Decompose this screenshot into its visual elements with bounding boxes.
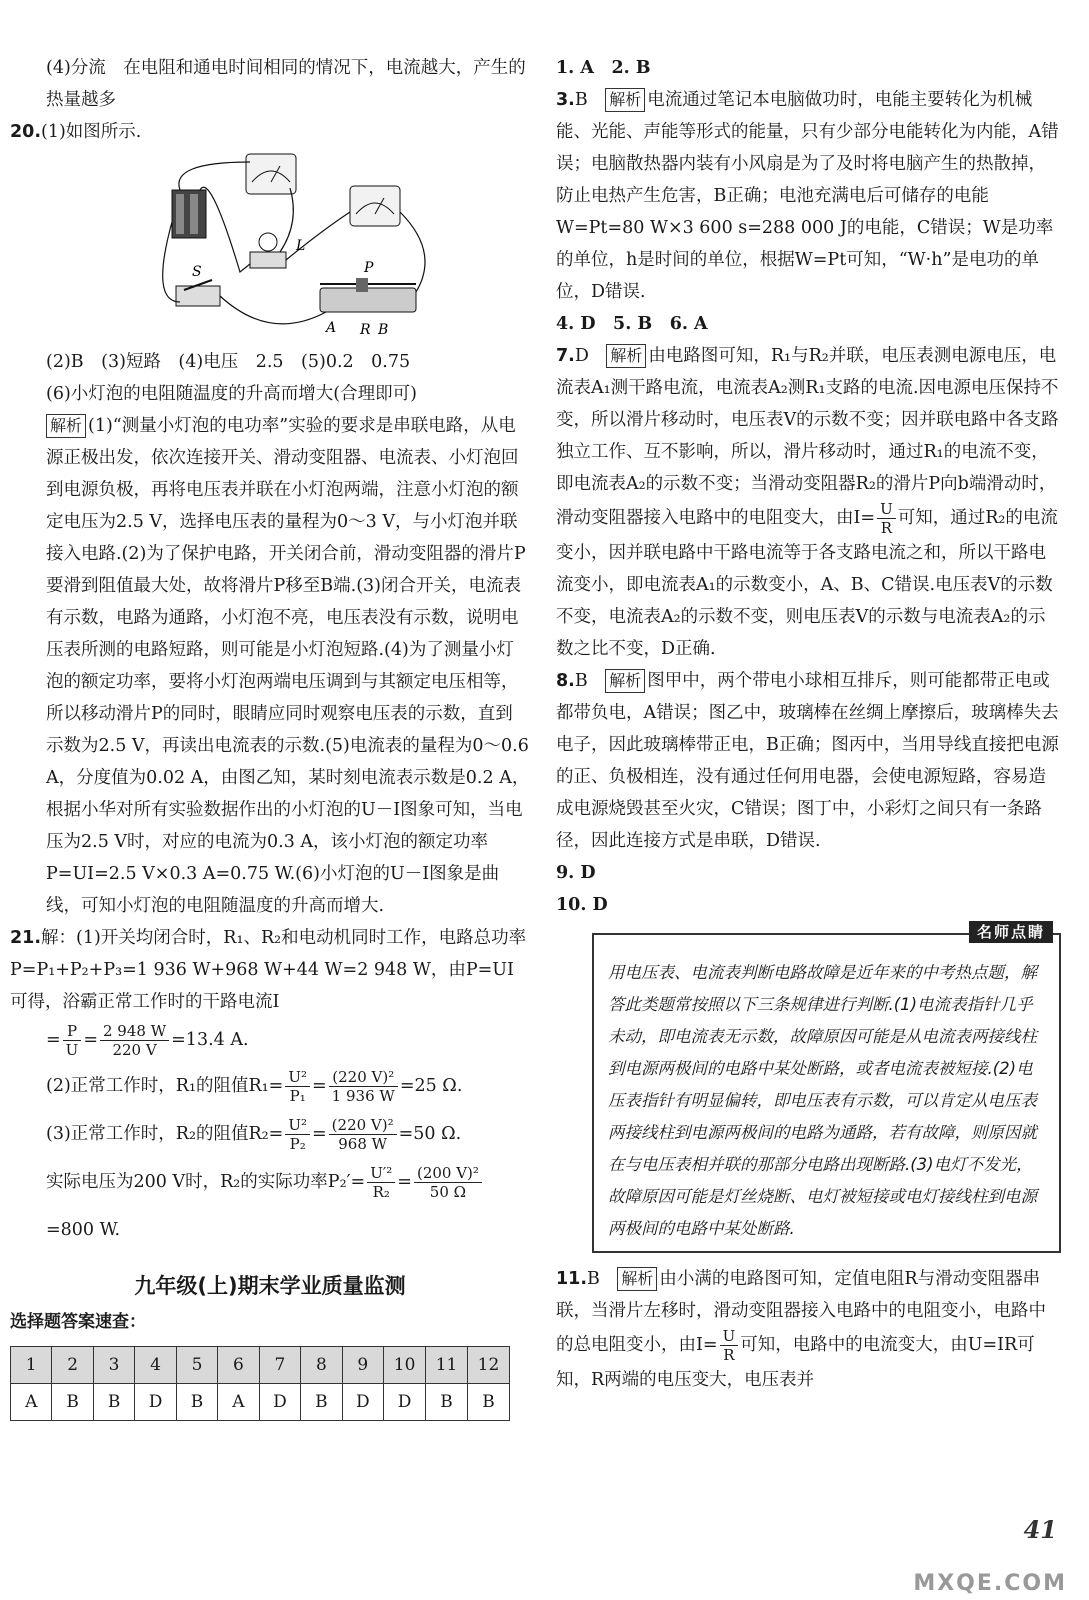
- slider-label: P: [364, 260, 374, 276]
- frac: [329, 1116, 397, 1153]
- a11-choice: B: [587, 1269, 600, 1289]
- a7-choice: D: [574, 346, 589, 366]
- analysis-tag: 解析: [46, 414, 86, 438]
- a3-choice: B: [574, 90, 588, 110]
- q21-part2-text: (2)正常工作时，R₁的阻值R₁=: [46, 1076, 284, 1096]
- answer-table-number-cell: 5: [176, 1347, 217, 1384]
- answer-table-answer-cell: B: [301, 1384, 342, 1421]
- answer-table-number-cell: 9: [342, 1347, 384, 1384]
- answer-table-number-cell: 7: [259, 1347, 301, 1384]
- answer-table-number-cell: 4: [135, 1347, 177, 1384]
- analysis-tag: 解析: [617, 1267, 657, 1291]
- answer-table: [10, 1346, 510, 1421]
- q21-number: 21.: [10, 928, 42, 948]
- answer-table-answer-cell: B: [52, 1384, 93, 1421]
- frac-top: U²: [285, 1068, 310, 1087]
- a8-number: 8.: [556, 671, 575, 691]
- a7-text2: 可知，通过R₂的电流变小，因并联电路中干路电流等于各支路电流之和，所以干路电流变小，即电流表A₁的示数变小，A、B、C错误.电压表V的示数不变，电流表A₂的示数不变，则电压表V的示数与电流表A₂的示数之比不变，D正确.: [556, 508, 1058, 659]
- q20-number: 20.: [10, 122, 42, 142]
- answer-table-answer-cell: B: [426, 1384, 468, 1421]
- frac: [285, 1116, 310, 1153]
- q21-part1-eq: = $\frac{P}{U}$ = $\frac{2 948 W}{220 V}$ =13.4 A.: [46, 1022, 249, 1059]
- q21-part1-text: 解：(1)开关均闭合时，R₁、R₂和电动机同时工作，电路总功率P=P₁+P₂+P₃=1 936 W+968 W+44 W=2 948 W，由P=UI可得，浴霸正常工作时的干路电流I: [10, 928, 527, 1012]
- q21-part1: [10, 922, 530, 1018]
- teacher-tip-text: 用电压表、电流表判断电路故障是近年来的中考热点题，解答此类题常按照以下三条规律进行判断.(1)电流表指针几乎未动，即电流表无示数，故障原因可能是从电流表两接线柱到电源两极间的电路中某处断路，或者电流表被短接.(2)电压表指针有明显偏转，即电压表有示数，可以肯定从电压表两接线柱到电源两极间的电路为通路，若有故障，则原因就在与电压表相并联的那部分电路出现断路.(3)电灯不发光，故障原因可能是灯丝烧断、电灯被短接或电灯接线柱到电源两极间的电路中某处断路.: [608, 963, 1037, 1238]
- answer-table-answer-cell: A: [218, 1384, 259, 1421]
- teacher-tip-tag: 名师点睛: [969, 921, 1053, 943]
- a3-number: 3.: [556, 90, 575, 110]
- frac-top: 2 948 W: [100, 1022, 169, 1041]
- left-column: [10, 52, 530, 1421]
- analysis-tag: 解析: [605, 669, 645, 693]
- frac-bottom: P₁: [289, 1087, 306, 1105]
- frac-bottom: 1 936 W: [331, 1087, 395, 1105]
- answer-table-number-cell: 6: [218, 1347, 259, 1384]
- q19-part4: (4)分流 在电阻和通电时间相同的情况下，电流越大，产生的热量越多: [46, 58, 526, 110]
- q21-frac-pu: [63, 1022, 82, 1059]
- q21-part4-result: =800 W.: [46, 1220, 121, 1240]
- a11-text2: 可知，电路中的电流变大，由U=IR可知，R两端的电压变大，电压表并: [556, 1335, 1035, 1390]
- answer-table-number-cell: 10: [384, 1347, 426, 1384]
- frac-top: (220 V)²: [329, 1068, 398, 1087]
- answer-table-answer-cell: D: [342, 1384, 384, 1421]
- frac-top: U′²: [367, 1164, 395, 1183]
- q21-part2: (2)正常工作时，R₁的阻值R₁= $\frac{\text{U²}}{\text{P₁}}$ = $\frac{\text{(220 V)²}}{1 936 W}$ =25 Ω.: [46, 1068, 463, 1105]
- q20-analysis-text: (1)“测量小灯泡的电功率”实验的要求是串联电路，从电源正极出发，依次连接开关、滑动变阻器、电流表、小灯泡回到电源负极，再将电压表并联在小灯泡两端，注意小灯泡的额定电压为2.5 V，选择电压表的量程为0～3 V，与小灯泡并联接入电路.(2)为了保护电路，开关闭合前，滑动变阻器的滑片P要滑到阻值最大处，故将滑片P移至B端.(3)闭合开关，电流表有示数，电路为通路，小灯泡不亮，电压表没有示数，说明电压表所测的电路短路，则可能是小灯泡短路.(4)为了测量小灯泡的额定功率，要将小灯泡两端电压调到与其额定电压相等，所以移动滑片P的同时，眼睛应同时观察电压表的示数，直到示数为2.5 V，再读出电流表的示数.(5)电流表的量程为0～0.6 A，分度值为0.02 A，由图乙知，某时刻电流表示数是0.2 A，根据小华对所有实验数据作出的小灯泡的U－I图象可知，当电压为2.5 V时，对应的电流为0.3 A，该小灯泡的额定功率P=UI=2.5 V×0.3 A=0.75 W.(6)小灯泡的U－I图象是曲线，可知小灯泡的电阻随温度的升高而增大.: [46, 416, 530, 916]
- a7-text1: 由电路图可知，R₁与R₂并联，电压表测电源电压，电流表A₁测干路电流，电流表A₂测R₁支路的电流.因电源电压保持不变，所以滑片移动时，电压表V的示数不变；因并联电路中各支路独立工作、互不影响，所以，滑片移动时，通过R₁的电流不变，即电流表A₂的示数不变；当滑动变阻器R₂的滑片P向b端滑动时，滑动变阻器接入电路中的电阻变大，由I=: [556, 346, 1059, 528]
- a11-number: 11.: [556, 1269, 588, 1289]
- frac: [720, 1327, 739, 1364]
- answer-table-answer-cell: B: [93, 1384, 134, 1421]
- q20-answers: (2)B (3)短路 (4)电压 2.5 (5)0.2 0.75: [46, 352, 411, 372]
- analysis-tag: 解析: [605, 88, 645, 112]
- answer-table-number-cell: 2: [52, 1347, 93, 1384]
- voltmeter-icon: [246, 154, 296, 194]
- frac-bottom: 220 V: [112, 1041, 157, 1059]
- q21-eq-sign: =: [46, 1030, 61, 1050]
- circuit-figure: [150, 152, 470, 342]
- frac-bottom: P₂: [289, 1135, 306, 1153]
- frac: [414, 1164, 482, 1201]
- answer-8: [556, 665, 1061, 857]
- a3-text: 电流通过笔记本电脑做功时，电能主要转化为机械能、光能、声能等形式的能量，只有少部分电能转化为内能，A错误；电脑散热器内装有小风扇是为了及时将电脑产生的热散掉，防止电热产生危害，B正确；电池充满电后可储存的电能W=Pt=80 W×3 600 s=288 000 J的电能，C错误；W是功率的单位，h是时间的单位，根据W=Pt可知，“W·h”是电功的单位，D错误.: [556, 90, 1059, 302]
- frac-bottom: 50 Ω: [429, 1183, 467, 1201]
- answer-table-number-cell: 3: [93, 1347, 134, 1384]
- answer-table-number-cell: 1: [11, 1347, 52, 1384]
- frac-top: U: [720, 1327, 739, 1346]
- answer-table-answer-row: [11, 1384, 510, 1421]
- answer-table-header-row: [11, 1347, 510, 1384]
- answer-table-number-cell: 8: [301, 1347, 342, 1384]
- frac-bottom: R₂: [372, 1183, 390, 1201]
- answer-table-answer-cell: D: [135, 1384, 177, 1421]
- frac-bottom: R: [880, 519, 893, 537]
- analysis-tag: 解析: [606, 344, 646, 368]
- q21-part4: [10, 1158, 530, 1254]
- terminal-r-label: R: [360, 322, 371, 338]
- frac-top: (220 V)²: [329, 1116, 397, 1135]
- q21-part3-result: =50 Ω.: [398, 1124, 462, 1144]
- answer-7: [556, 340, 1061, 665]
- circuit-diagram: [150, 152, 470, 342]
- quick-answer-title: 选择题答案速查：: [10, 1312, 146, 1332]
- answer-table-answer-cell: B: [176, 1384, 217, 1421]
- frac: [367, 1164, 395, 1201]
- battery-icon: [172, 190, 206, 238]
- answers-1-2: 1. A 2. B: [556, 58, 651, 78]
- eq-sign: =: [397, 1172, 412, 1192]
- answer-11: [556, 1263, 1061, 1396]
- frac: [285, 1068, 310, 1105]
- frac-top: U²: [285, 1116, 310, 1135]
- a7-number: 7.: [556, 346, 575, 366]
- answer-table-number-cell: 11: [426, 1347, 468, 1384]
- answer-9: 9. D: [556, 863, 596, 883]
- watermark: MXQE.COM: [913, 1571, 1067, 1596]
- answer-3: [556, 84, 1061, 308]
- answer-10: 10. D: [556, 895, 608, 915]
- q21-result: =13.4 A.: [171, 1030, 249, 1050]
- switch-icon: [176, 280, 220, 306]
- q21-frac-values: [100, 1022, 169, 1059]
- page-number: 41: [1023, 1515, 1057, 1544]
- terminal-b-label: B: [378, 322, 389, 338]
- teacher-tip-box: [592, 923, 1061, 1253]
- frac-bottom: U: [65, 1041, 79, 1059]
- answer-table-answer-cell: D: [384, 1384, 426, 1421]
- frac: [329, 1068, 398, 1105]
- answer-table-answer-cell: D: [259, 1384, 301, 1421]
- q21-part3: (3)正常工作时，R₂的阻值R₂= $\frac{\text{U²}}{\text{P₂}}$ = $\frac{\text{(220 V)²}}{968 W}$ =50 Ω.: [46, 1116, 462, 1153]
- a8-choice: B: [574, 671, 588, 691]
- answer-table-answer-cell: A: [11, 1384, 52, 1421]
- answer-table-number-cell: 12: [468, 1347, 510, 1384]
- terminal-a-label: A: [326, 320, 337, 336]
- frac-top: (200 V)²: [414, 1164, 482, 1183]
- q21-part3-text: (3)正常工作时，R₂的阻值R₂=: [46, 1124, 284, 1144]
- right-column: [556, 52, 1061, 1396]
- section-title: 九年级(上)期末学业质量监测: [134, 1274, 406, 1298]
- frac-bottom: R: [723, 1346, 735, 1364]
- q21-part2-result: =25 Ω.: [399, 1076, 463, 1096]
- q20-part1-text: (1)如图所示.: [41, 122, 142, 142]
- rheostat-icon: [320, 278, 416, 312]
- q21-part4-text: 实际电压为200 V时，R₂的实际功率P₂′=: [46, 1172, 366, 1192]
- ammeter-icon: [350, 186, 400, 226]
- q20-part1: [10, 116, 530, 148]
- frac: [877, 500, 896, 537]
- q20-part6: (6)小灯泡的电阻随温度的升高而增大(合理即可): [46, 384, 417, 404]
- switch-label: S: [192, 264, 202, 280]
- answers-4-6: 4. D 5. B 6. A: [556, 314, 708, 334]
- a11-text1: 由小满的电路图可知，定值电阻R与滑动变阻器串联，当滑片左移时，滑动变阻器接入电路中的电阻变小，电路中的总电阻变小，由I=: [556, 1269, 1046, 1355]
- lamp-label: L: [296, 238, 306, 254]
- frac-top: U: [877, 500, 896, 519]
- frac-bottom: 968 W: [338, 1135, 388, 1153]
- q20-analysis: [10, 410, 530, 922]
- answer-table-answer-cell: B: [468, 1384, 510, 1421]
- a8-text: 图甲中，两个带电小球相互排斥，则可能都带正电或都带负电，A错误；图乙中，玻璃棒在丝绸上摩擦后，玻璃棒失去电子，因此玻璃棒带正电，B正确；图丙中，当用导线直接把电源的正、负极相连，没有通过任何用电器，会使电源短路，容易造成电源烧毁甚至火灾，C错误；图丁中，小彩灯之间只有一条路径，因此连接方式是串联，D错误.: [556, 671, 1059, 851]
- frac-top: P: [63, 1022, 82, 1041]
